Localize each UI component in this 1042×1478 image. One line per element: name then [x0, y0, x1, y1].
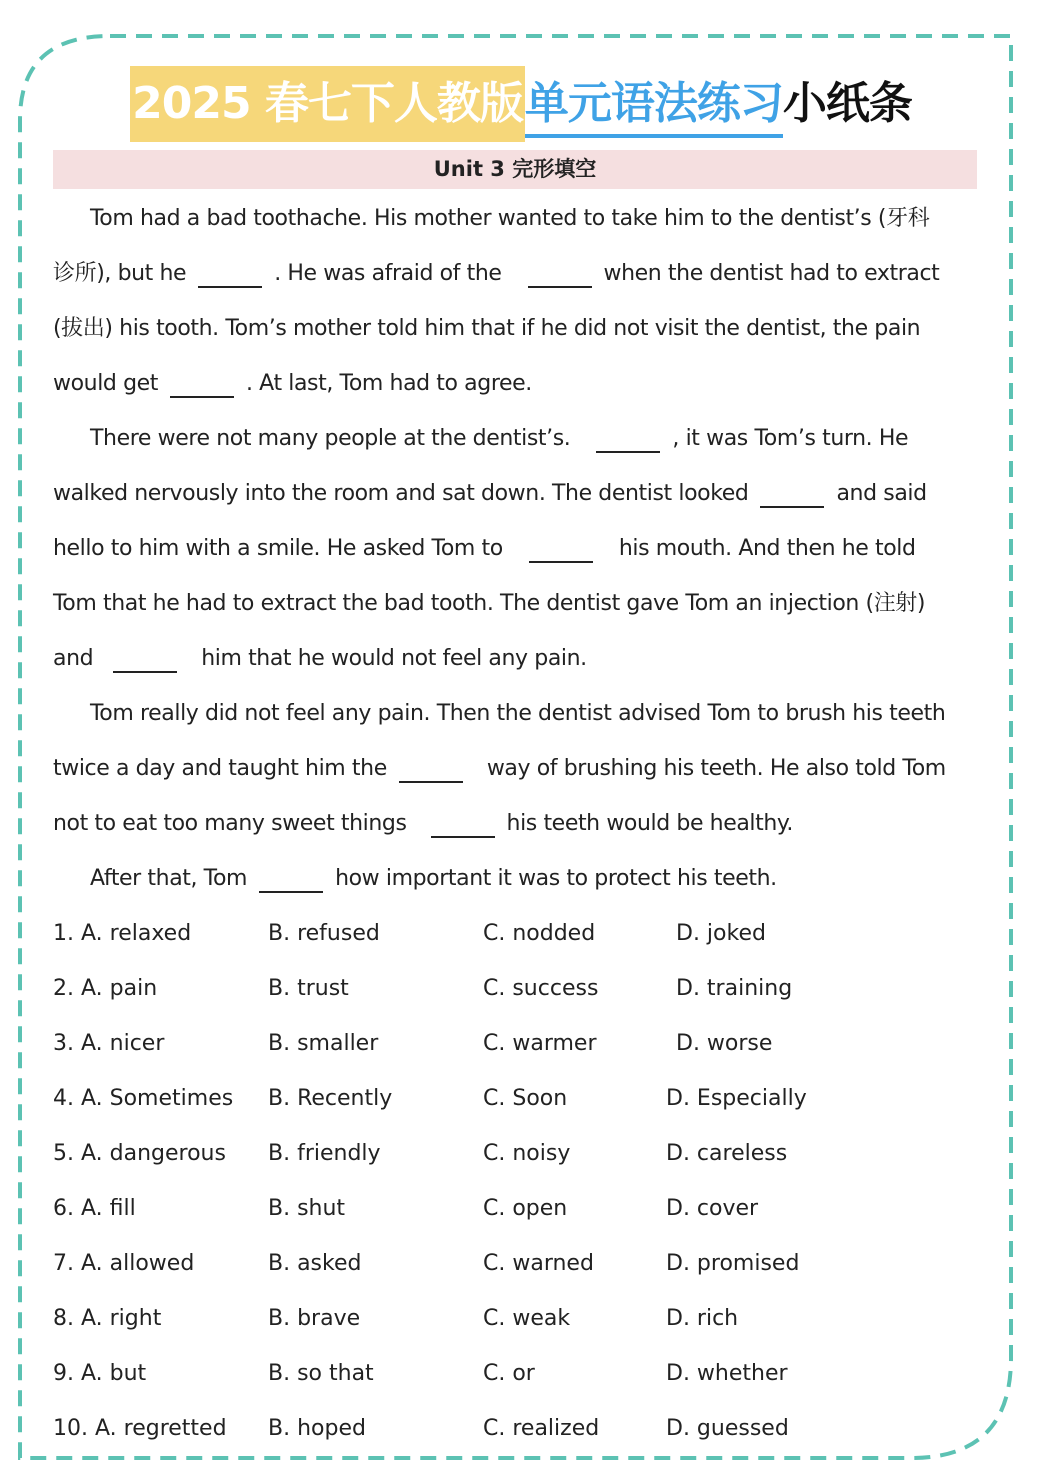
- blank-10: [259, 891, 323, 893]
- option-a: 5. A. dangerous: [53, 1141, 226, 1166]
- option-c: C. noisy: [483, 1141, 571, 1166]
- passage-text: way of brushing his teeth. He also told Tom: [486, 756, 946, 781]
- option-b: B. trust: [268, 976, 349, 1001]
- passage-text: twice a day and taught him the: [53, 756, 387, 781]
- passage-text: . At last, Tom had to agree.: [246, 371, 532, 396]
- passage-text: (拔出) his tooth. Tom’s mother told him that if he did not visit the dentist, the pain: [53, 316, 921, 341]
- option-d: D. training: [676, 976, 793, 1001]
- passage-line: [53, 411, 983, 466]
- passage-text: hello to him with a smile. He asked Tom to: [53, 536, 503, 561]
- passage-line: [53, 631, 983, 686]
- option-d: D. whether: [666, 1361, 788, 1386]
- passage-line: [53, 576, 983, 631]
- option-a: 1. A. relaxed: [53, 921, 192, 946]
- option-b: B. refused: [268, 921, 380, 946]
- title-note-part: 小纸条: [782, 78, 912, 129]
- option-b: B. Recently: [268, 1086, 393, 1111]
- question-row-9: [53, 1346, 983, 1401]
- option-b: B. shut: [268, 1196, 346, 1221]
- option-c: C. nodded: [483, 921, 596, 946]
- question-row-5: [53, 1126, 983, 1181]
- option-d: D. worse: [676, 1031, 773, 1056]
- passage-text: walked nervously into the room and sat down. The dentist looked: [53, 481, 749, 506]
- blank-2: [528, 286, 592, 288]
- question-row-7: [53, 1236, 983, 1291]
- option-c: C. warned: [483, 1251, 594, 1276]
- blank-6: [529, 561, 593, 563]
- unit-heading: Unit 3 完形填空: [53, 150, 977, 189]
- passage-text: how important it was to protect his teeth.: [335, 866, 777, 891]
- passage-line: [53, 686, 983, 741]
- option-c: C. or: [483, 1361, 535, 1386]
- option-c: C. realized: [483, 1416, 600, 1441]
- passage-text: , it was Tom’s turn. He: [672, 426, 909, 451]
- answer-choices: [53, 906, 983, 1456]
- option-c: C. warmer: [483, 1031, 597, 1056]
- page-title: [0, 66, 1042, 142]
- question-row-1: [53, 906, 983, 961]
- passage-text: would get: [53, 371, 158, 396]
- passage-text: his teeth would be healthy.: [506, 811, 793, 836]
- passage-text: him that he would not feel any pain.: [201, 646, 587, 671]
- option-b: B. hoped: [268, 1416, 366, 1441]
- passage-text: and said: [836, 481, 927, 506]
- passage-text: Tom really did not feel any pain. Then the dentist advised Tom to brush his teeth: [90, 701, 946, 726]
- passage-line: [53, 521, 983, 576]
- passage-text: After that, Tom: [90, 866, 248, 891]
- option-c: C. success: [483, 976, 599, 1001]
- question-row-10: [53, 1401, 983, 1456]
- passage-text: Tom had a bad toothache. His mother wanted to take him to the dentist’s (牙科: [90, 206, 930, 231]
- option-d: D. joked: [676, 921, 766, 946]
- option-d: D. promised: [666, 1251, 800, 1276]
- option-b: B. brave: [268, 1306, 361, 1331]
- passage-line: [53, 851, 983, 906]
- option-d: D. Especially: [666, 1086, 807, 1111]
- option-c: C. weak: [483, 1306, 571, 1331]
- blank-3: [170, 396, 234, 398]
- passage-text: not to eat too many sweet things: [53, 811, 407, 836]
- option-b: B. friendly: [268, 1141, 381, 1166]
- blank-9: [431, 836, 495, 838]
- option-d: D. guessed: [666, 1416, 789, 1441]
- option-b: B. so that: [268, 1361, 374, 1386]
- blank-8: [399, 781, 463, 783]
- option-a: 10. A. regretted: [53, 1416, 227, 1441]
- passage-text: Tom that he had to extract the bad tooth. The dentist gave Tom an injection (注射): [53, 591, 926, 616]
- passage-text: There were not many people at the dentist’s.: [90, 426, 571, 451]
- title-unit-part: 单元语法练习: [525, 74, 783, 138]
- passage-text: when the dentist had to extract: [603, 261, 940, 286]
- passage-line: [53, 741, 983, 796]
- blank-1: [198, 286, 262, 288]
- title-year-part: 2025 春七下人教版: [130, 66, 525, 142]
- blank-4: [596, 451, 660, 453]
- passage-text: 诊所), but he: [53, 261, 187, 286]
- question-row-8: [53, 1291, 983, 1346]
- option-a: 3. A. nicer: [53, 1031, 165, 1056]
- passage-text: and: [53, 646, 94, 671]
- option-a: 4. A. Sometimes: [53, 1086, 234, 1111]
- passage-line: [53, 301, 983, 356]
- option-c: C. Soon: [483, 1086, 568, 1111]
- option-c: C. open: [483, 1196, 568, 1221]
- option-b: B. asked: [268, 1251, 362, 1276]
- question-row-4: [53, 1071, 983, 1126]
- cloze-passage: [53, 191, 983, 906]
- blank-5: [760, 506, 824, 508]
- passage-line: [53, 356, 983, 411]
- passage-line: [53, 191, 983, 246]
- passage-line: [53, 466, 983, 521]
- blank-7: [113, 671, 177, 673]
- question-row-6: [53, 1181, 983, 1236]
- passage-text: his mouth. And then he told: [618, 536, 916, 561]
- option-a: 8. A. right: [53, 1306, 162, 1331]
- passage-line: [53, 796, 983, 851]
- option-d: D. rich: [666, 1306, 739, 1331]
- passage-text: . He was afraid of the: [274, 261, 502, 286]
- question-row-2: [53, 961, 983, 1016]
- passage-line: [53, 246, 983, 301]
- option-a: 7. A. allowed: [53, 1251, 195, 1276]
- option-a: 2. A. pain: [53, 976, 158, 1001]
- option-a: 6. A. fill: [53, 1196, 136, 1221]
- option-d: D. careless: [666, 1141, 788, 1166]
- option-d: D. cover: [666, 1196, 759, 1221]
- option-b: B. smaller: [268, 1031, 379, 1056]
- option-a: 9. A. but: [53, 1361, 147, 1386]
- question-row-3: [53, 1016, 983, 1071]
